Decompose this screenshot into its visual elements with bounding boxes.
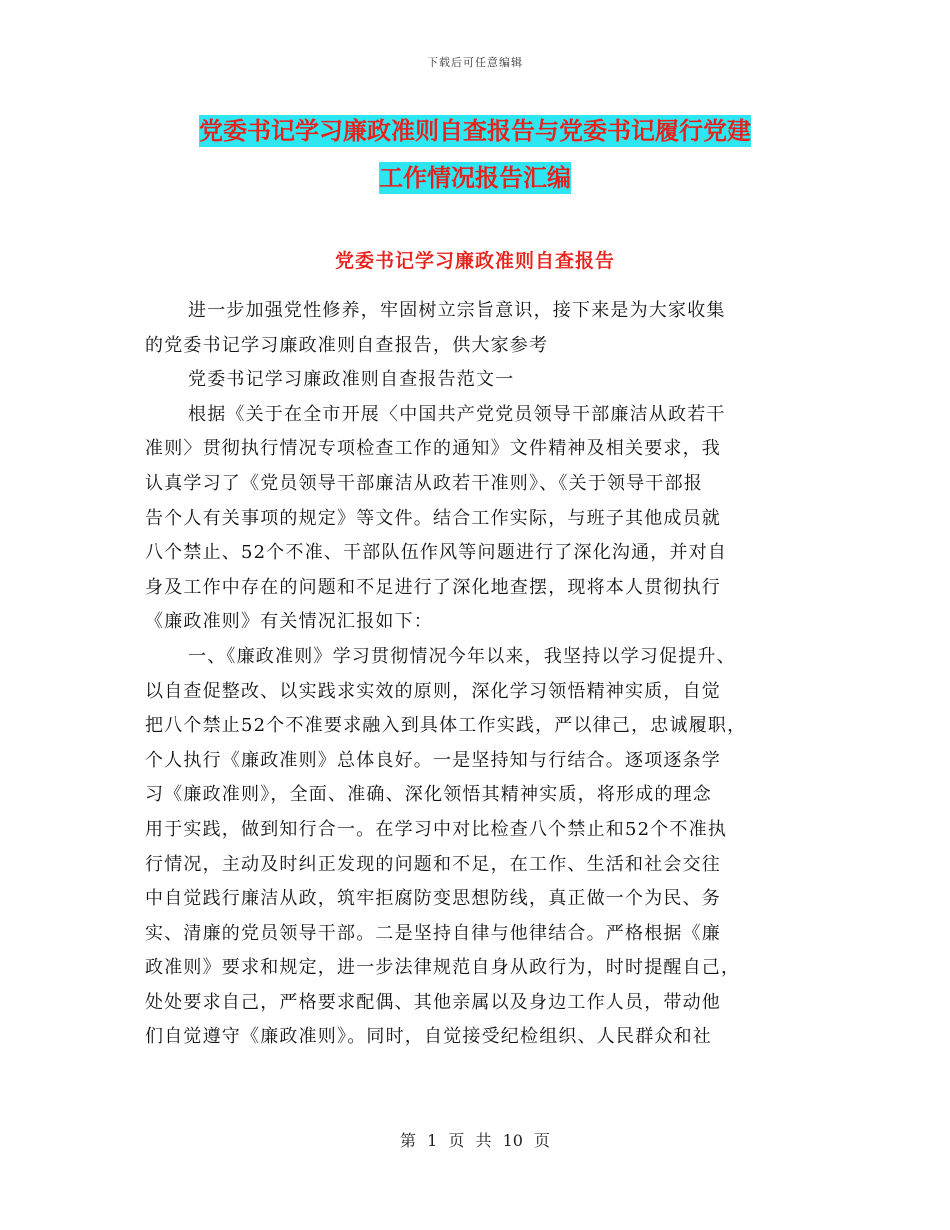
- body-line: 《廉政准则》有关情况汇报如下：: [145, 611, 433, 633]
- body-line: 行情况，主动及时纠正发现的问题和不足，在工作、生活和社会交往: [145, 853, 721, 875]
- footer-total-suffix: 页: [534, 1131, 551, 1150]
- body-line: 准则〉贯彻执行情况专项检查工作的通知》文件精神及相关要求，我: [145, 438, 721, 460]
- body-line: 党委书记学习廉政准则自查报告范文一: [188, 369, 515, 391]
- title-line-1: [0, 108, 950, 155]
- body-line: 进一步加强党性修养，牢固树立宗旨意识，接下来是为大家收集: [188, 300, 726, 321]
- body-line: 认真学习了《党员领导干部廉洁从政若干准则》、《关于领导干部报: [145, 472, 703, 494]
- body-line: 个人执行《廉政准则》总体良好。一是坚持知与行结合。逐项逐条学: [145, 749, 721, 771]
- body-line: 身及工作中存在的问题和不足进行了深化地查摆，现将本人贯彻执行: [145, 576, 721, 598]
- title-line-1-text: 党委书记学习廉政准则自查报告与党委书记履行党建: [199, 117, 751, 145]
- footer-total-prefix: 共: [475, 1131, 492, 1150]
- footer-page-label: 页: [448, 1131, 465, 1150]
- body-text: [145, 294, 810, 1055]
- body-line: 习《廉政准则》，全面、准确、深化领悟其精神实质，将形成的理念: [145, 784, 712, 806]
- body-line: 以自查促整改、以实践求实效的原则，深化学习领悟精神实质，自觉: [145, 680, 721, 702]
- body-line: 政准则》要求和规定，进一步法律规范自身从政行为，时时提醒自己，: [145, 957, 741, 979]
- body-line: 实、清廉的党员领导干部。二是坚持自律与他律结合。严格根据《廉: [145, 922, 721, 944]
- document-title: [0, 108, 950, 202]
- body-line: 一、《廉政准则》学习贯彻情况今年以来，我坚持以学习促提升、: [188, 645, 736, 667]
- body-line: 中自觉践行廉洁从政，筑牢拒腐防变思想防线，真正做一个为民、务: [145, 888, 721, 910]
- footer-page-prefix: 第: [399, 1131, 416, 1150]
- body-line: 的党委书记学习廉政准则自查报告，供大家参考: [145, 334, 549, 356]
- body-line: 根据《关于在全市开展〈中国共产党党员领导干部廉洁从政若干: [188, 403, 726, 425]
- body-line: 八个禁止、52个不准、干部队伍作风等问题进行了深化沟通，并对自: [145, 542, 728, 564]
- body-line: 们自觉遵守《廉政准则》。同时，自觉接受纪检组织、人民群众和社: [145, 1026, 712, 1048]
- page-header-note: 下载后可任意编辑: [427, 56, 523, 69]
- body-line: 告个人有关事项的规定》等文件。结合工作实际，与班子其他成员就: [145, 507, 721, 529]
- body-line: 用于实践，做到知行合一。在学习中对比检查八个禁止和52个不准执: [145, 818, 728, 840]
- page-footer: [0, 1128, 950, 1151]
- body-line: 处处要求自己，严格要求配偶、其他亲属以及身边工作人员，带动他: [145, 991, 721, 1013]
- body-line: 把八个禁止52个不准要求融入到具体工作实践，严以律己，忠诚履职，: [145, 715, 747, 737]
- title-line-2-text: 工作情况报告汇编: [379, 164, 571, 192]
- footer-total-pages: 10: [502, 1131, 523, 1150]
- footer-page-number: 1: [427, 1131, 438, 1150]
- section-title: 党委书记学习廉政准则自查报告: [334, 250, 615, 272]
- title-line-2: [0, 155, 950, 202]
